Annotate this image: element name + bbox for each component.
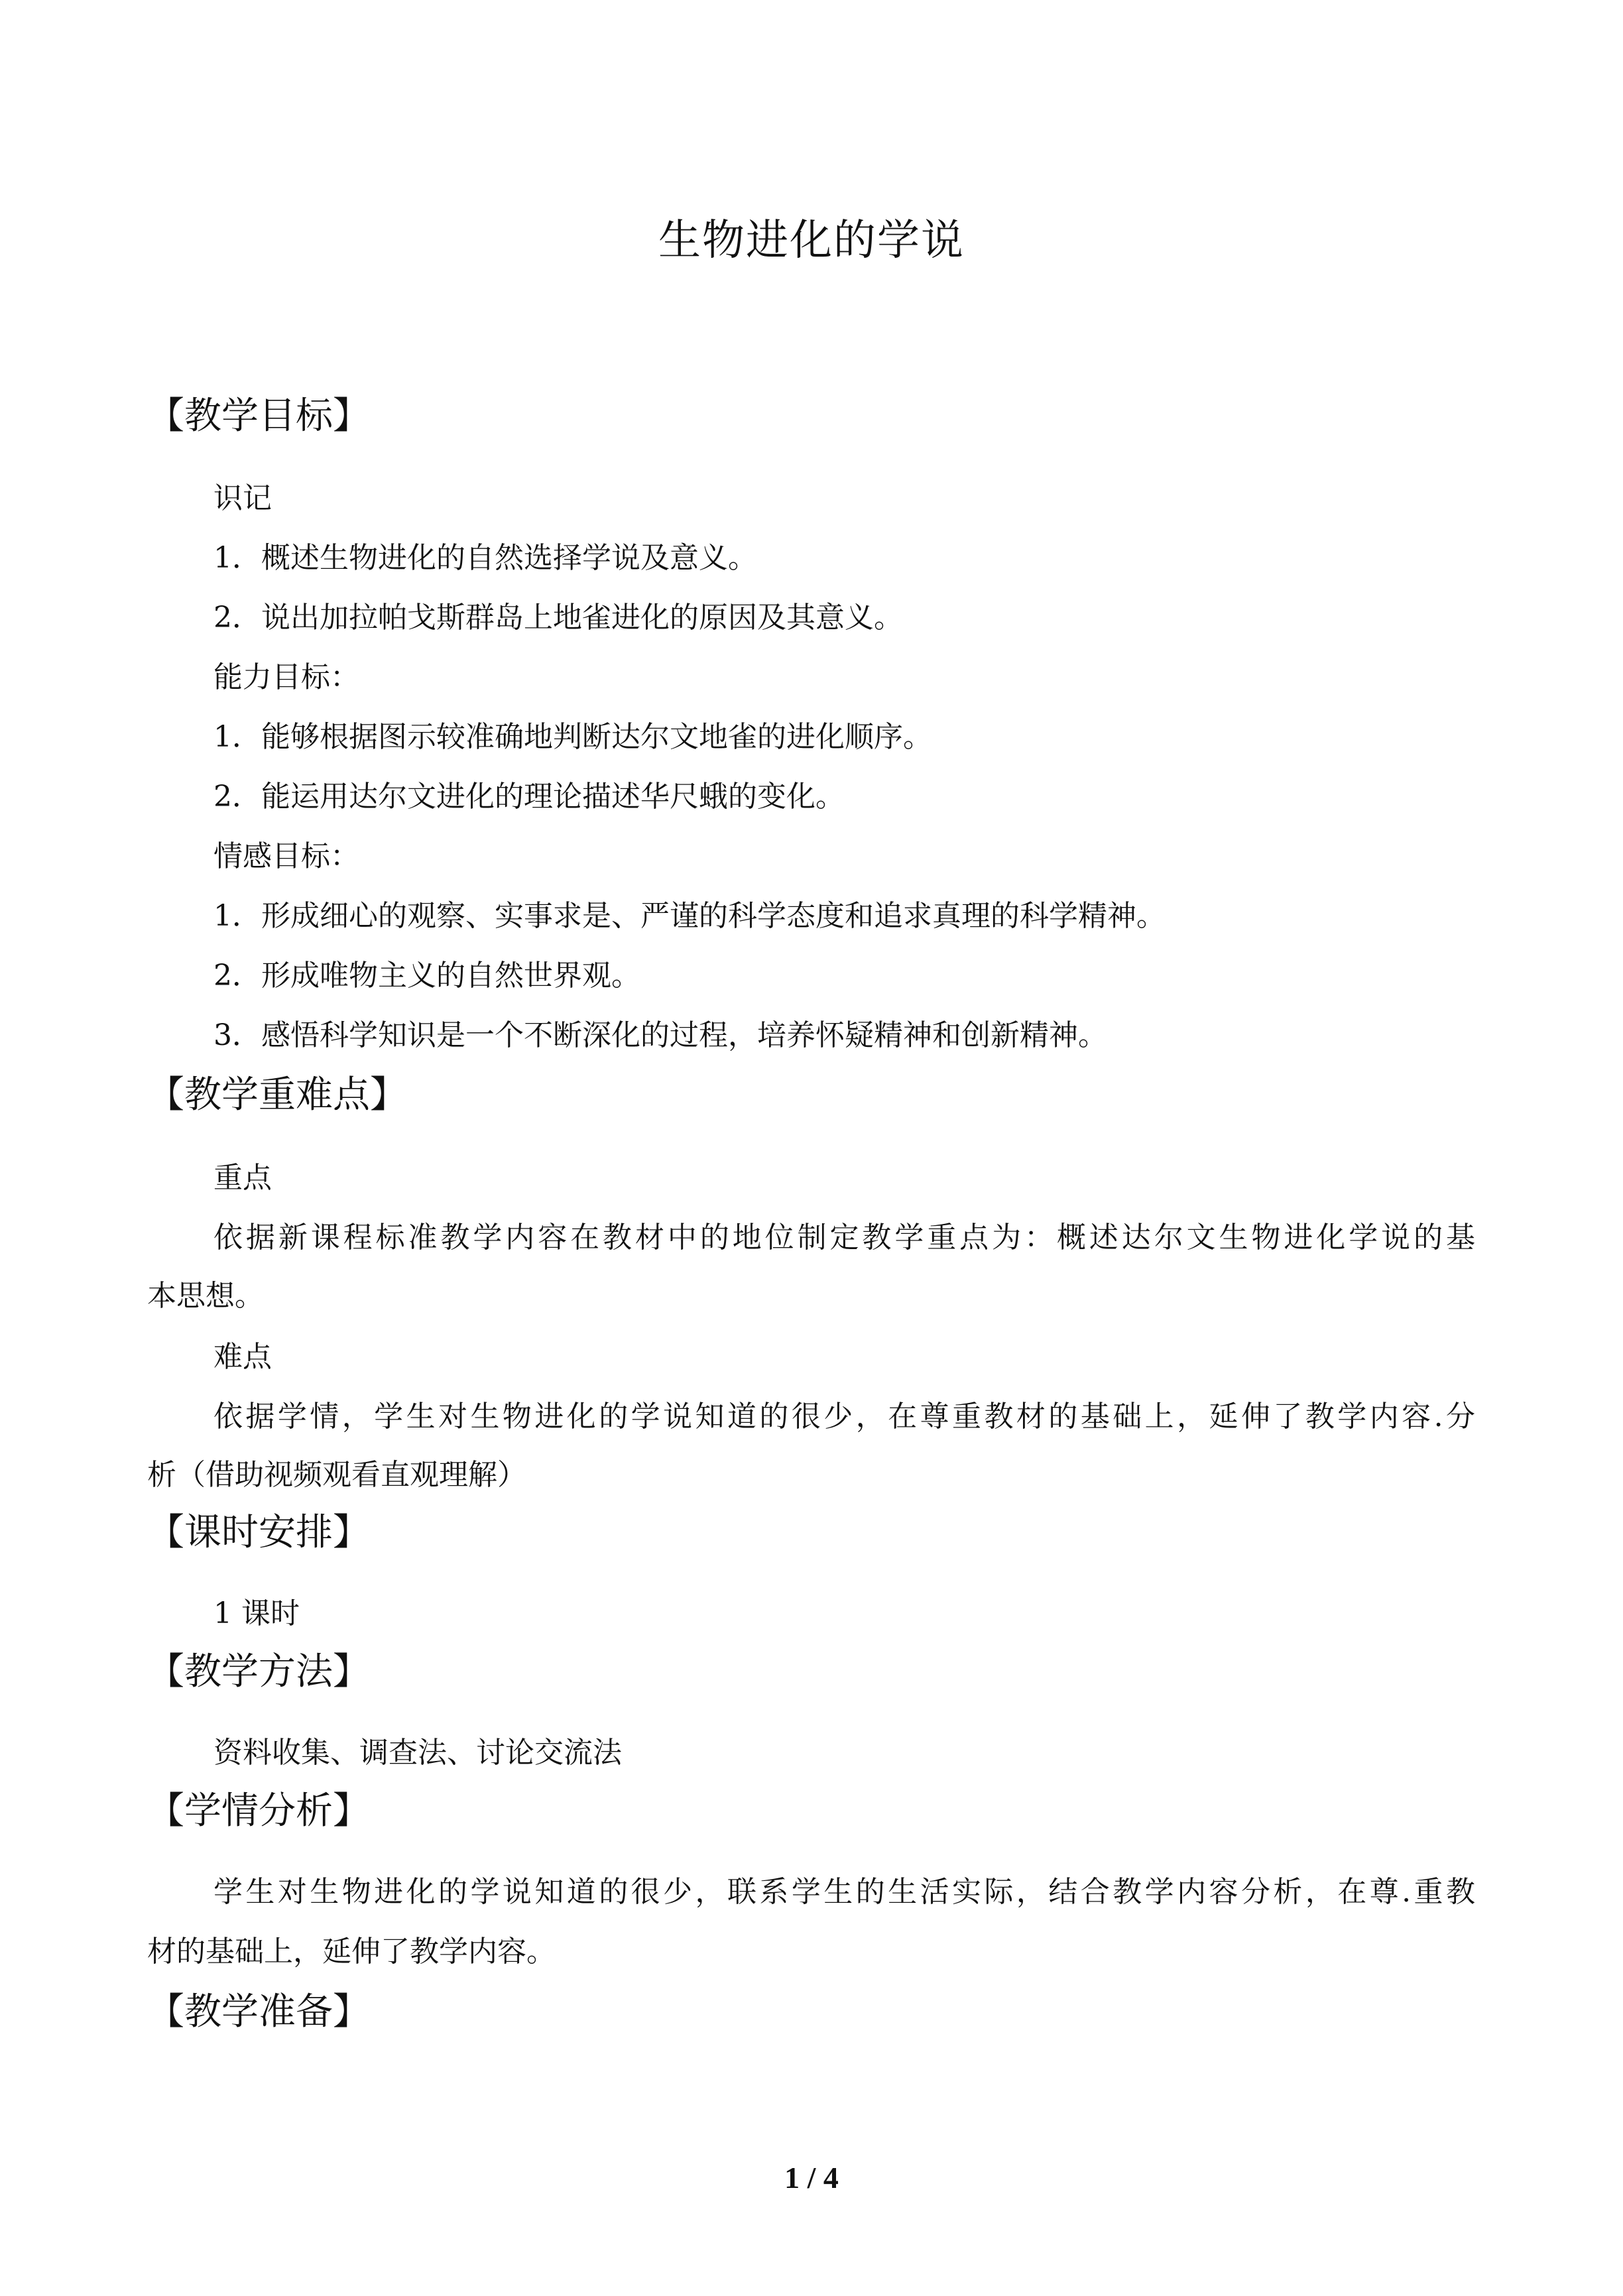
focus-paragraph-line-2: 本思想。 (147, 1279, 264, 1313)
difficulty-label: 难点 (213, 1340, 272, 1374)
section-heading-analysis: 【学情分析】 (147, 1789, 370, 1833)
memory-label: 识记 (213, 481, 272, 515)
page-number: 1 / 4 (784, 2161, 839, 2195)
methods-text: 资料收集、调查法、讨论交流法 (213, 1736, 622, 1770)
section-heading-key-points: 【教学重难点】 (147, 1073, 407, 1117)
memory-item-2: 2．说出加拉帕戈斯群岛上地雀进化的原因及其意义。 (213, 601, 903, 634)
focus-paragraph-line-1: 依据新课程标准教学内容在教材中的地位制定教学重点为：概述达尔文生物进化学说的基 (213, 1221, 1476, 1254)
section-heading-objectives: 【教学目标】 (147, 394, 370, 438)
emotion-item-3: 3．感悟科学知识是一个不断深化的过程，培养怀疑精神和创新精神。 (213, 1018, 1107, 1052)
focus-label: 重点 (213, 1161, 272, 1195)
section-heading-methods: 【教学方法】 (147, 1650, 370, 1693)
analysis-paragraph-line-2: 材的基础上，延伸了教学内容。 (147, 1935, 556, 1968)
section-heading-schedule: 【课时安排】 (147, 1511, 370, 1554)
ability-item-2: 2．能运用达尔文进化的理论描述华尺蛾的变化。 (213, 780, 845, 814)
document-title: 生物进化的学说 (658, 216, 965, 265)
schedule-text: 1 课时 (213, 1597, 300, 1630)
emotion-label: 情感目标： (213, 839, 359, 873)
emotion-item-1: 1．形成细心的观察、实事求是、严谨的科学态度和追求真理的科学精神。 (213, 899, 1166, 933)
difficulty-paragraph-line-2: 析（借助视频观看直观理解） (147, 1458, 526, 1492)
memory-item-1: 1．概述生物进化的自然选择学说及意义。 (213, 541, 757, 575)
analysis-paragraph-line-1: 学生对生物进化的学说知道的很少，联系学生的生活实际，结合教学内容分析，在尊.重教 (213, 1875, 1476, 1909)
emotion-item-2: 2．形成唯物主义的自然世界观。 (213, 959, 640, 993)
ability-label: 能力目标： (213, 660, 359, 694)
difficulty-paragraph-line-1: 依据学情，学生对生物进化的学说知道的很少，在尊重教材的基础上，延伸了教学内容.分 (213, 1400, 1476, 1433)
ability-item-1: 1．能够根据图示较准确地判断达尔文地雀的进化顺序。 (213, 720, 932, 754)
section-heading-preparation: 【教学准备】 (147, 1990, 370, 2033)
